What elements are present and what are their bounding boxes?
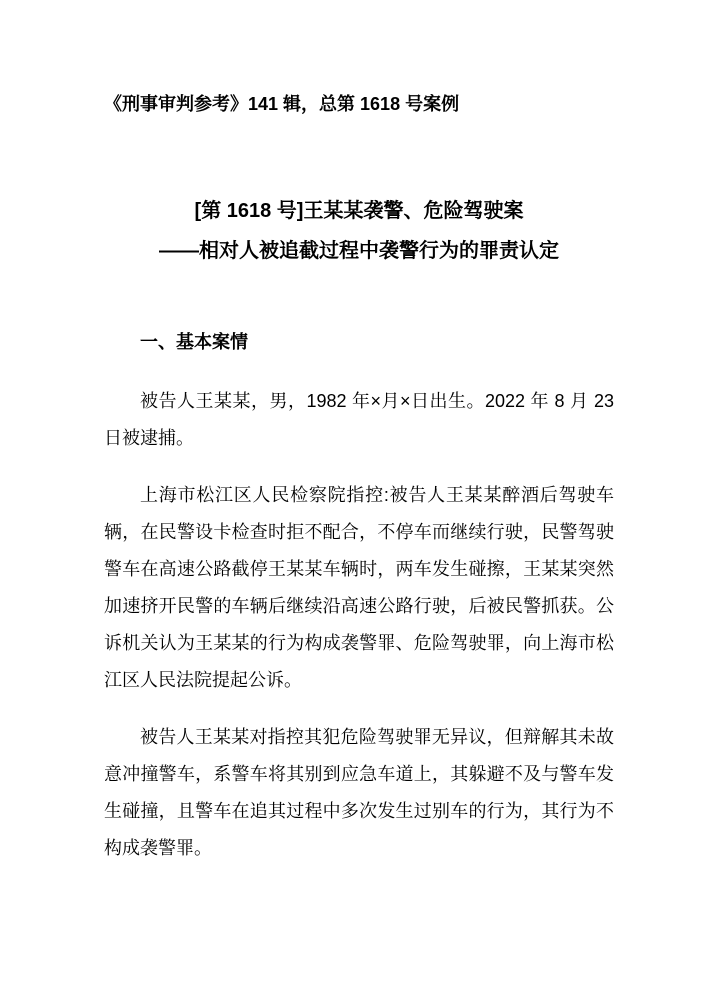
- paragraph-defendant-info: 被告人王某某，男，1982 年×月×日出生。2022 年 8 月 23 日被逮捕。: [104, 391, 614, 448]
- section-heading-basic-facts: 一、基本案情: [140, 332, 248, 352]
- document-header: 《刑事审判参考》141 辑，总第 1618 号案例: [104, 94, 460, 114]
- paragraph-defendant-defense: 被告人王某某对指控其犯危险驾驶罪无异议，但辩解其未故意冲撞警车，系警车将其别到应急车道上，其躲避不及与警车发生碰撞，且警车在追其过程中多次发生过别车的行为，其行为不构成袭警罪。: [104, 727, 614, 858]
- paragraph-prosecution-allegation: 上海市松江区人民检察院指控:被告人王某某醉酒后驾驶车辆，在民警设卡检查时拒不配合，不停车而继续行驶，民警驾驶警车在高速公路截停王某某车辆时，两车发生碰擦，王某某突然加速挤开民警的车辆后继续沿高速公路行驶，后被民警抓获。公诉机关认为王某某的行为构成袭警罪、危险驾驶罪，向上海市松江区人民法院提起公诉。: [104, 485, 614, 690]
- case-subtitle: ——相对人被追截过程中袭警行为的罪责认定: [159, 240, 559, 262]
- case-title: [第 1618 号]王某某袭警、危险驾驶案: [194, 200, 524, 222]
